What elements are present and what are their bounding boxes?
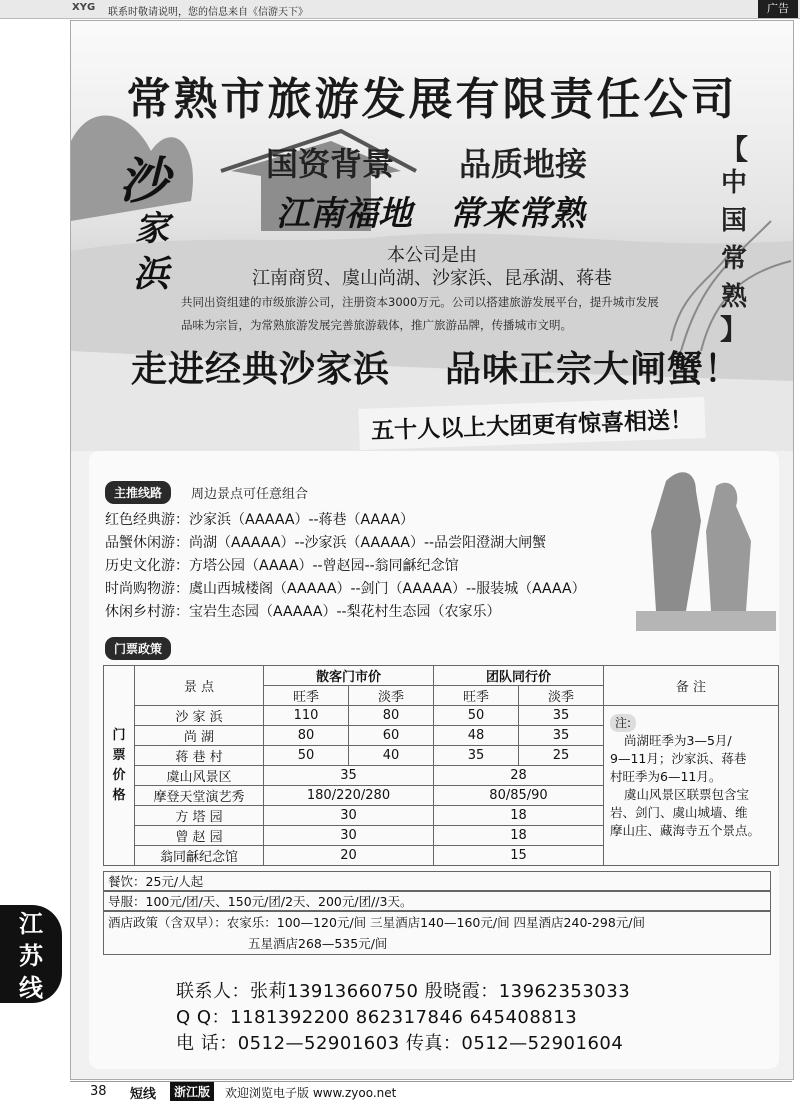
source-note: 联系时敬请说明，您的信息来自《信游天下》: [108, 7, 308, 18]
remark-line: 9—11月；沙家浜、蒋巷: [610, 751, 747, 766]
retail-price: 30: [264, 826, 434, 846]
remark-cell: [604, 706, 779, 866]
group-price: 18: [434, 806, 604, 826]
routes-note: 周边景点可任意组合: [191, 487, 309, 502]
remark-label: 注:: [610, 714, 636, 732]
calligraphy-left: 江南福地: [276, 194, 412, 234]
spot-name: 翁同龢纪念馆: [135, 846, 264, 866]
calligraphy-right: 常来常熟: [449, 194, 585, 234]
group-peak: 35: [434, 746, 519, 766]
spot-name: 沙 家 浜: [135, 706, 264, 726]
routes-badge: 主推线路: [105, 481, 171, 504]
group-off: 25: [519, 746, 604, 766]
magazine-name: 短线: [130, 1087, 157, 1102]
retail-price: 20: [264, 846, 434, 866]
region-char: 江: [19, 910, 43, 938]
website-link[interactable]: 欢迎浏览电子版 www.zyoo.net: [225, 1086, 397, 1100]
intro-line-4: 品味为宗旨，为常熟旅游发展完善旅游载体，推广旅游品牌，传播城市文明。: [181, 318, 572, 332]
hotel-policy-line-1: 酒店政策（含双早）：农家乐：100—120元/间 三星酒店140—160元/间 四星酒店240-298元/间: [108, 915, 645, 930]
guide-policy: 导服：100元/团/天、150元/团/2天、200元/团//3天。: [103, 891, 771, 911]
statue-illustration: [626, 461, 776, 631]
remark-line: 尚湖旺季为3—5月/: [624, 733, 732, 748]
table-row: [104, 706, 779, 726]
side-char: 格: [112, 787, 126, 803]
page-footer: [70, 1081, 792, 1100]
intro-line-1: 本公司是由: [387, 245, 477, 266]
side-char: 票: [112, 747, 126, 763]
header-group-peak: 旺季: [434, 686, 519, 706]
hotel-policy-line-2: 五星酒店268—535元/间: [248, 936, 388, 951]
ad-page: [70, 20, 794, 1080]
china-changshu-stamp: 【 中 国 常 熟 】: [711, 136, 757, 344]
tickets-badge: 门票政策: [105, 637, 171, 660]
contact-phone: 电 话：0512—52901603 传真：0512—52901604: [176, 1033, 624, 1054]
top-info-bar: [0, 0, 800, 19]
route-item: 红色经典游：沙家浜（AAAAA）--蒋巷（AAAA）: [105, 512, 415, 528]
ticket-price-table: [103, 665, 779, 866]
shajiabang-char-3: 浜: [133, 253, 170, 295]
retail-off: 40: [349, 746, 434, 766]
remark-line: 岩、剑门、虞山城墙、维: [610, 805, 748, 820]
stamp-char: 常: [720, 244, 747, 274]
route-item: 时尚购物游：虞山西城楼阁（AAAAA）--剑门（AAAAA）--服装城（AAAA）: [105, 581, 586, 597]
region-char: 线: [19, 974, 43, 1002]
remark-line: 村旺季为6—11月。: [610, 769, 722, 784]
retail-off: 60: [349, 726, 434, 746]
group-price: 15: [434, 846, 604, 866]
remark-line: 摩山庄、藏海寺五个景点。: [610, 823, 761, 838]
tagline-right: 品质地接: [459, 145, 588, 183]
header-retail-off: 淡季: [349, 686, 434, 706]
contact-persons: 联系人：张莉13913660750 殷晓霞：13962353033: [176, 981, 631, 1002]
retail-peak: 50: [264, 746, 349, 766]
header-group-off: 淡季: [519, 686, 604, 706]
region-char: 苏: [19, 942, 43, 970]
spot-name: 方 塔 园: [135, 806, 264, 826]
route-item: 品蟹休闲游：尚湖（AAAAA）--沙家浜（AAAAA）--品尝阳澄湖大闸蟹: [105, 535, 547, 551]
route-item: 历史文化游：方塔公园（AAAA）--曾赵园--翁同龢纪念馆: [105, 558, 459, 574]
hero-banner: [71, 21, 793, 451]
retail-peak: 110: [264, 706, 349, 726]
group-bonus-banner: 五十人以上大团更有惊喜相送！: [358, 397, 705, 450]
ticket-side-label: [104, 666, 135, 866]
magazine-logo: XYG: [72, 2, 96, 13]
group-off: 35: [519, 726, 604, 746]
group-peak: 50: [434, 706, 519, 726]
spot-name: 曾 赵 园: [135, 826, 264, 846]
company-name: 常熟市旅游发展有限责任公司: [126, 74, 738, 125]
region-tab: [0, 905, 62, 1003]
retail-price: 35: [264, 766, 434, 786]
slogan-right: 品味正宗大闸蟹！: [445, 349, 742, 390]
stamp-char: 中: [720, 168, 747, 198]
retail-peak: 80: [264, 726, 349, 746]
retail-price: 30: [264, 806, 434, 826]
header-retail: 散客门市价: [264, 666, 434, 686]
spot-name: 虞山风景区: [135, 766, 264, 786]
ad-label: 广告: [758, 0, 798, 18]
header-retail-peak: 旺季: [264, 686, 349, 706]
group-off: 35: [519, 706, 604, 726]
stamp-char: 国: [720, 206, 747, 236]
header-spot: 景 点: [135, 666, 264, 706]
route-item: 休闲乡村游：宝岩生态园（AAAAA）--梨花村生态园（农家乐）: [105, 604, 501, 620]
shajiabang-char-2: 家: [135, 209, 169, 249]
retail-price: 180/220/280: [264, 786, 434, 806]
group-peak: 48: [434, 726, 519, 746]
side-char: 价: [112, 767, 126, 783]
spot-name: 摩登天堂演艺秀: [135, 786, 264, 806]
spot-name: 蒋 巷 村: [135, 746, 264, 766]
meal-policy: 餐饮：25元/人起: [103, 871, 771, 891]
shajiabang-char-1: 沙: [119, 151, 169, 210]
slogan-left: 走进经典沙家浜: [131, 349, 391, 390]
contact-qq: Q Q：1181392200 862317846 645408813: [176, 1007, 578, 1028]
group-price: 18: [434, 826, 604, 846]
retail-off: 80: [349, 706, 434, 726]
group-price: 80/85/90: [434, 786, 604, 806]
intro-line-3: 共同出资组建的市级旅游公司，注册资本3000万元。公司以搭建旅游发展平台，提升城市发展: [181, 295, 659, 309]
hotel-policy: [103, 911, 771, 955]
group-price: 28: [434, 766, 604, 786]
side-char: 门: [112, 727, 126, 743]
header-remark: 备 注: [604, 666, 779, 706]
edition-badge: 浙江版: [170, 1082, 214, 1101]
remark-line: 虞山风景区联票包含宝: [624, 787, 750, 802]
header-group: 团队同行价: [434, 666, 604, 686]
spot-name: 尚 湖: [135, 726, 264, 746]
tagline-left: 国资背景: [266, 145, 395, 183]
page-number: 38: [90, 1084, 107, 1099]
intro-line-2: 江南商贸、虞山尚湖、沙家浜、昆承湖、蒋巷: [252, 268, 612, 289]
stamp-char: 熟: [720, 282, 747, 312]
